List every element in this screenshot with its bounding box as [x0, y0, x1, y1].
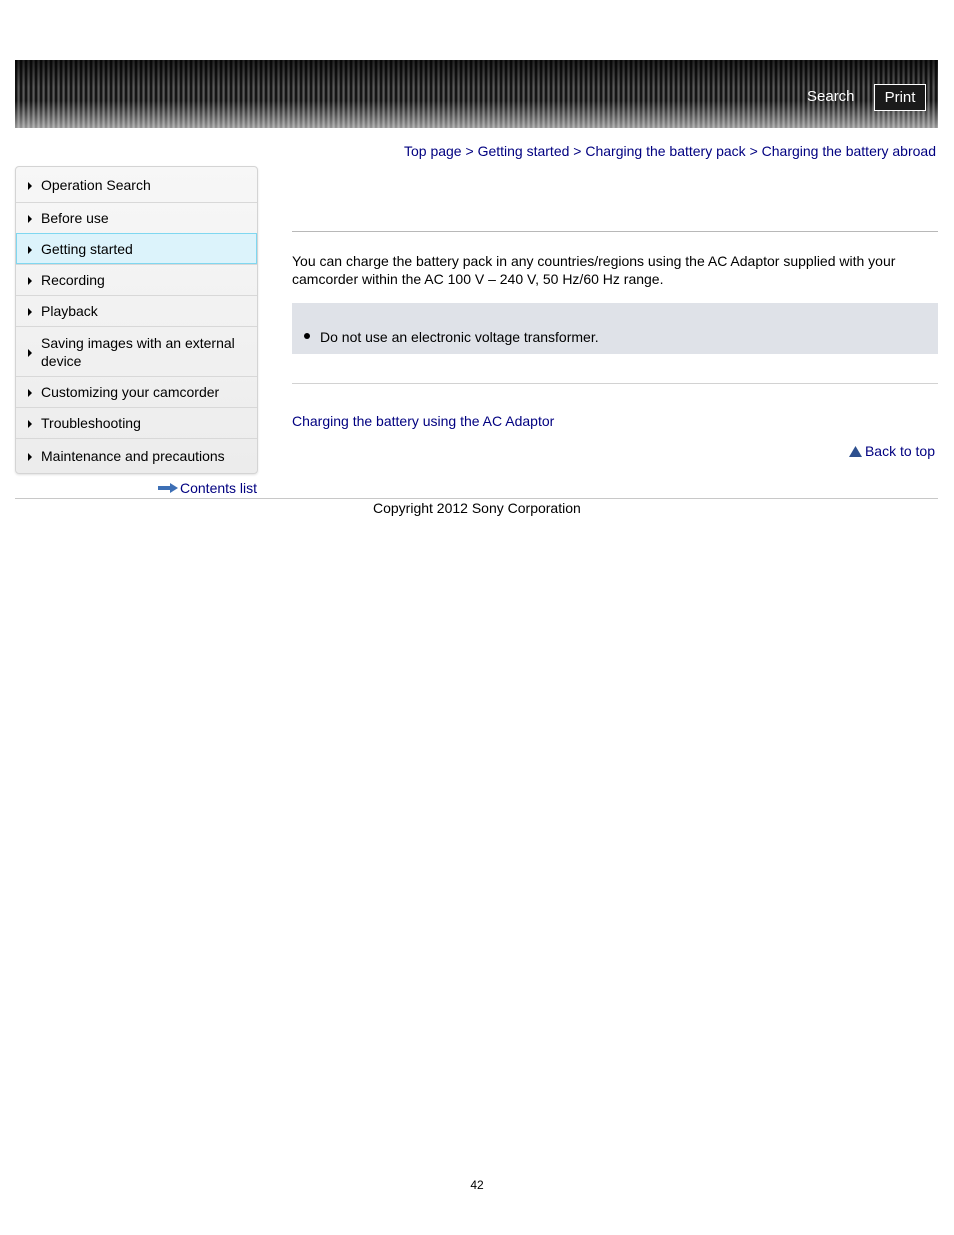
sidebar-item-saving-images[interactable] — [16, 326, 257, 376]
sidebar-item-label: Getting started — [41, 241, 133, 257]
breadcrumb — [404, 143, 936, 159]
breadcrumb-separator: > — [749, 143, 758, 159]
sidebar-item-label: Troubleshooting — [41, 415, 141, 431]
sidebar-item-label: Operation Search — [41, 176, 151, 193]
triangle-right-icon — [28, 215, 32, 223]
triangle-right-icon — [28, 420, 32, 428]
sidebar-item-customizing[interactable] — [16, 376, 257, 407]
bullet-icon — [304, 333, 310, 339]
triangle-right-icon — [28, 349, 32, 357]
page-number: 42 — [470, 1178, 484, 1192]
triangle-right-icon — [28, 246, 32, 254]
sidebar-item-operation-search[interactable] — [16, 167, 257, 202]
sidebar-item-label: Playback — [41, 303, 98, 319]
triangle-right-icon — [28, 308, 32, 316]
sidebar-item-label: Recording — [41, 272, 105, 288]
sidebar-item-before-use[interactable] — [16, 202, 257, 233]
triangle-right-icon — [28, 453, 32, 461]
breadcrumb-charging-battery-pack[interactable]: Charging the battery pack — [585, 143, 746, 159]
related-link-ac-adaptor[interactable]: Charging the battery using the AC Adaptor — [292, 413, 555, 429]
triangle-right-icon — [28, 182, 32, 190]
sidebar-nav — [15, 166, 258, 474]
sidebar-item-maintenance[interactable] — [16, 438, 257, 473]
body-paragraph: You can charge the battery pack in any countries/regions using the AC Adaptor supplied with your camcorder within the AC 100 V – 240 V, 50 Hz/60 Hz range. — [292, 253, 896, 287]
search-button[interactable]: Search — [807, 88, 855, 105]
footer-divider — [15, 498, 938, 499]
breadcrumb-separator: > — [573, 143, 582, 159]
sidebar-item-playback[interactable] — [16, 295, 257, 326]
triangle-right-icon — [28, 277, 32, 285]
sidebar-item-label: Saving images with an external device — [41, 334, 235, 369]
triangle-right-icon — [28, 389, 32, 397]
note-text: Do not use an electronic voltage transformer. — [320, 329, 599, 345]
breadcrumb-separator: > — [465, 143, 474, 159]
breadcrumb-top-page[interactable]: Top page — [403, 143, 462, 159]
sidebar-item-label: Customizing your camcorder — [41, 384, 220, 400]
breadcrumb-getting-started[interactable]: Getting started — [477, 143, 570, 159]
section-divider — [292, 383, 938, 384]
title-divider — [292, 231, 938, 232]
arrow-right-icon — [158, 483, 178, 493]
breadcrumb-charging-battery-abroad[interactable]: Charging the battery abroad — [761, 143, 936, 159]
contents-list-label: Contents list — [180, 480, 258, 496]
copyright-text: Copyright 2012 Sony Corporation — [373, 500, 581, 516]
contents-list-link[interactable] — [158, 480, 257, 496]
sidebar-item-label: Maintenance and precautions — [41, 448, 225, 464]
header-bar — [15, 60, 938, 128]
back-to-top-label: Back to top — [864, 443, 935, 459]
sidebar-item-getting-started[interactable] — [16, 233, 257, 264]
note-box — [292, 303, 938, 354]
print-button[interactable]: Print — [874, 84, 926, 111]
sidebar-item-recording[interactable] — [16, 264, 257, 295]
back-to-top-link[interactable] — [849, 443, 935, 459]
sidebar-item-troubleshooting[interactable] — [16, 407, 257, 438]
triangle-up-icon — [849, 446, 862, 457]
sidebar-item-label: Before use — [41, 210, 109, 226]
